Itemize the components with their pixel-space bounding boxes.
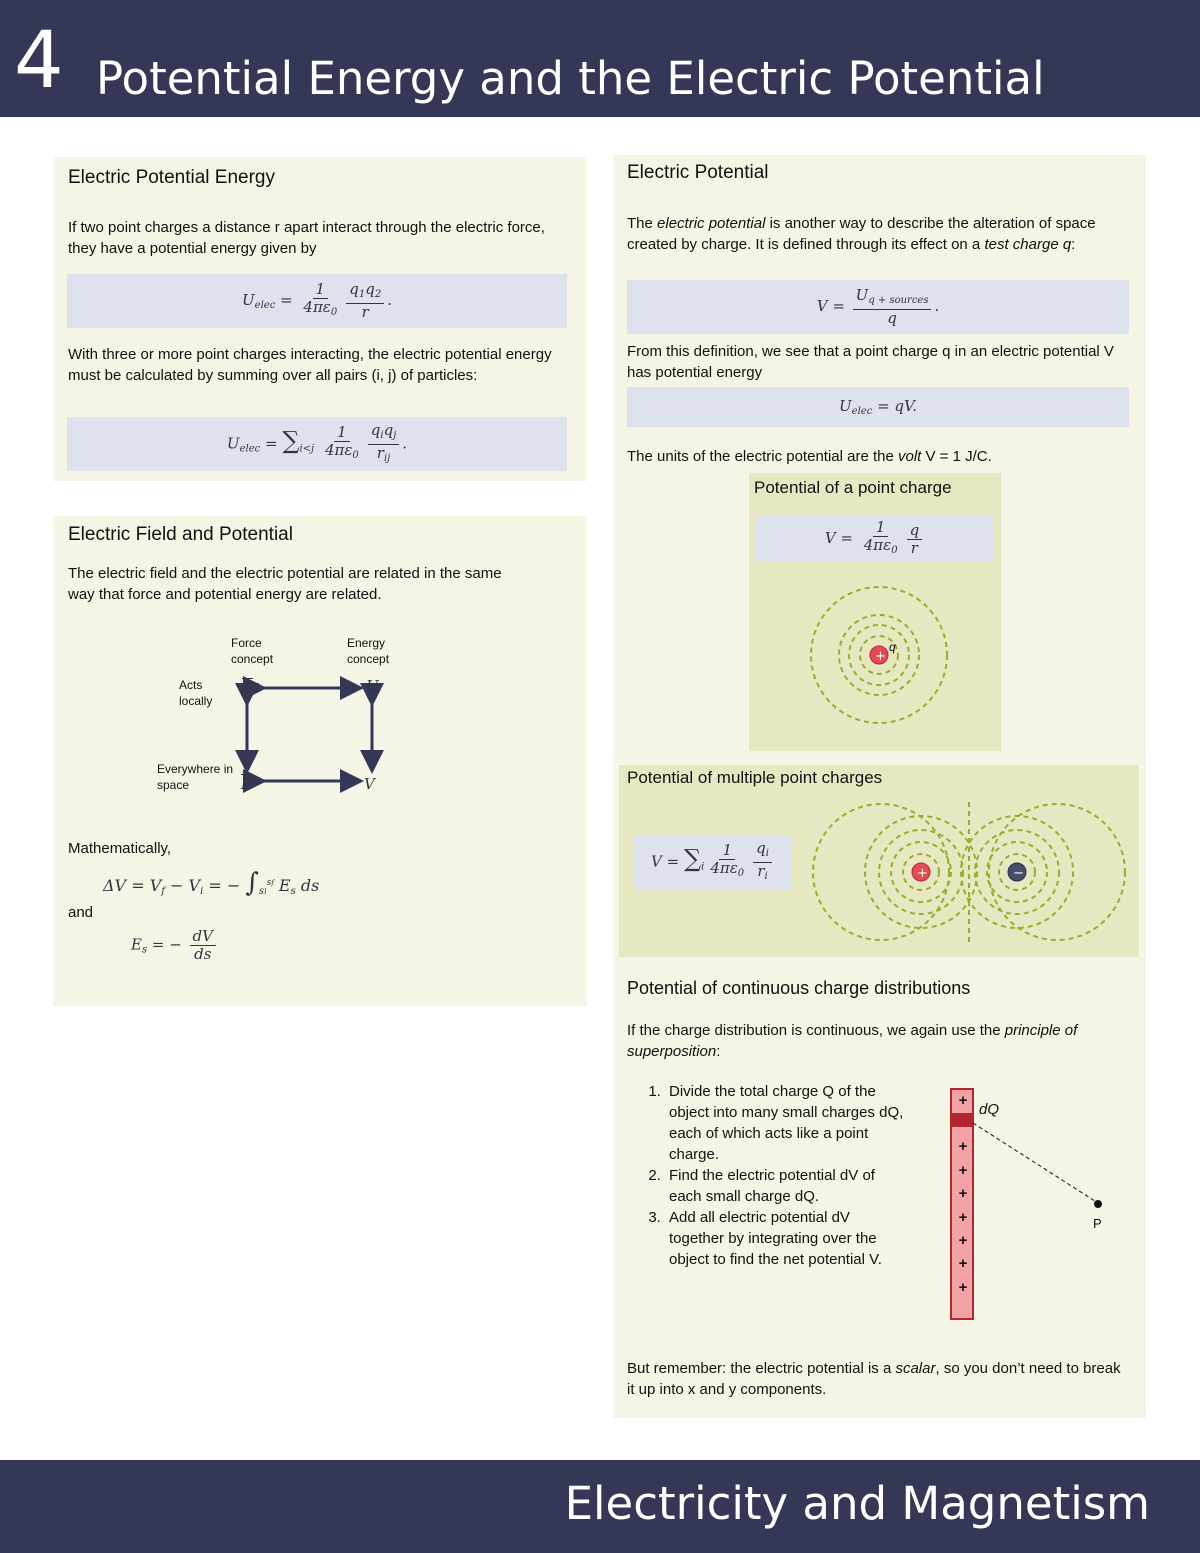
list-item: 1. Divide the total charge Q of the object into many small charges dQ, each of which acts like a point charge. bbox=[665, 1081, 905, 1165]
equation-box-energy-from-potential: $U_{elec}$ = qV. bbox=[627, 387, 1129, 427]
chapter-title: Potential Energy and the Electric Potential bbox=[96, 52, 1045, 105]
paragraph: The electric field and the electric potential are related in the same way that force and potential energy are related. bbox=[68, 565, 502, 603]
equation-box-multiple-charges: $V = \sum_i$ $\frac{1}{4\pi\varepsilon_0}$ $\frac{q_i}{r_i}$ bbox=[634, 835, 792, 889]
label-energy-concept: Energy concept bbox=[347, 636, 390, 666]
chapter-number: 4 bbox=[14, 16, 64, 106]
svg-text:+: + bbox=[917, 866, 928, 881]
course-title: Electricity and Magnetism bbox=[564, 1477, 1150, 1530]
steps-list bbox=[625, 1081, 905, 1270]
svg-text:−: − bbox=[1013, 866, 1024, 881]
electric-potential-panel bbox=[613, 155, 1146, 1418]
equipotential-diagram-single bbox=[804, 583, 954, 733]
symbol-electric-field: E bbox=[241, 775, 253, 793]
symbol-force: F bbox=[242, 679, 253, 697]
point-p-marker bbox=[1094, 1200, 1102, 1208]
section-title: Electric Potential Energy bbox=[68, 167, 275, 188]
equation-box-sum-pairs: $U_{elec} = \sum_{i<j}$ $\frac{1}{4\pi\varepsilon_0}$ $\frac{q_iq_j}{r_{ij}}$ . bbox=[67, 417, 567, 471]
section-title: Electric Potential bbox=[627, 162, 769, 183]
electric-field-and-potential-panel bbox=[53, 516, 587, 1006]
mathematically-label: Mathematically, bbox=[68, 840, 172, 857]
inset-title: Potential of multiple point charges bbox=[627, 768, 883, 787]
svg-text:+: + bbox=[875, 649, 886, 664]
paragraph: If the charge distribution is continuous, we again use the principle of superposition: bbox=[627, 1022, 1078, 1060]
paragraph: If two point charges a distance r apart interact through the electric force, they have a potential energy given by bbox=[68, 219, 545, 257]
and-label: and bbox=[68, 904, 94, 921]
point-charge-inset bbox=[749, 473, 1001, 751]
electric-potential-energy-panel bbox=[53, 157, 587, 481]
list-item: 3. Add all electric potential dV together by integrating over the object to find the net potential V. bbox=[665, 1207, 905, 1270]
label-charge-q: q bbox=[889, 640, 896, 654]
paragraph: With three or more point charges interacting, the electric potential energy must be calculated by summing over all pairs (i, j) of particles: bbox=[68, 346, 552, 384]
equation-field-from-potential: $E_s$ = − $\frac{dV}{ds}$ bbox=[131, 928, 219, 963]
symbol-potential: V bbox=[364, 775, 375, 793]
label-everywhere-in-space: Everywhere in space bbox=[157, 762, 234, 792]
equation-box-point-charge: V = $\frac{1}{4\pi\varepsilon_0}$ $\frac{q}{r}$ bbox=[756, 516, 994, 562]
list-item: 2. Find the electric potential dV of each small charge dQ. bbox=[665, 1165, 905, 1207]
paragraph: The electric potential is another way to describe the alteration of space created by charge. It is defined through its effect on a test charge q: bbox=[627, 215, 1096, 253]
paragraph: But remember: the electric potential is a scalar, so you don’t need to break it up into x and y components. bbox=[627, 1360, 1121, 1398]
label-acts-locally: Acts locally bbox=[179, 678, 213, 708]
rod-plus-signs: + + + + + + + + bbox=[958, 1092, 968, 1296]
inset-title: Potential of a point charge bbox=[754, 478, 952, 497]
symbol-potential-energy: U bbox=[366, 677, 379, 695]
label-dQ: dQ bbox=[979, 1101, 1000, 1118]
paragraph: The units of the electric potential are the volt V = 1 J/C. bbox=[627, 448, 992, 465]
section-title: Electric Field and Potential bbox=[68, 524, 293, 545]
section-title: Potential of continuous charge distributions bbox=[627, 978, 971, 998]
multiple-charges-inset bbox=[619, 765, 1139, 957]
equation-delta-v: $\Delta V = V_f - V_i$ = − $\int_{si}^{sf}$ $E_s$ ds bbox=[103, 868, 320, 898]
paragraph: From this definition, we see that a point charge q in an electric potential V has potential energy bbox=[627, 343, 1114, 381]
equation-box-potential-definition: V = $\frac{U_{q + sources}}{q}$ . bbox=[627, 280, 1129, 334]
label-point-P: P bbox=[1093, 1216, 1102, 1231]
equipotential-diagram-dipole bbox=[809, 797, 1134, 952]
equation-box-potential-energy: $U_{elec}$ = $\frac{1}{4\pi\varepsilon_0}$ $\frac{q_1q_2}{r}$ . bbox=[67, 274, 567, 328]
label-force-concept: Force concept bbox=[231, 636, 274, 666]
